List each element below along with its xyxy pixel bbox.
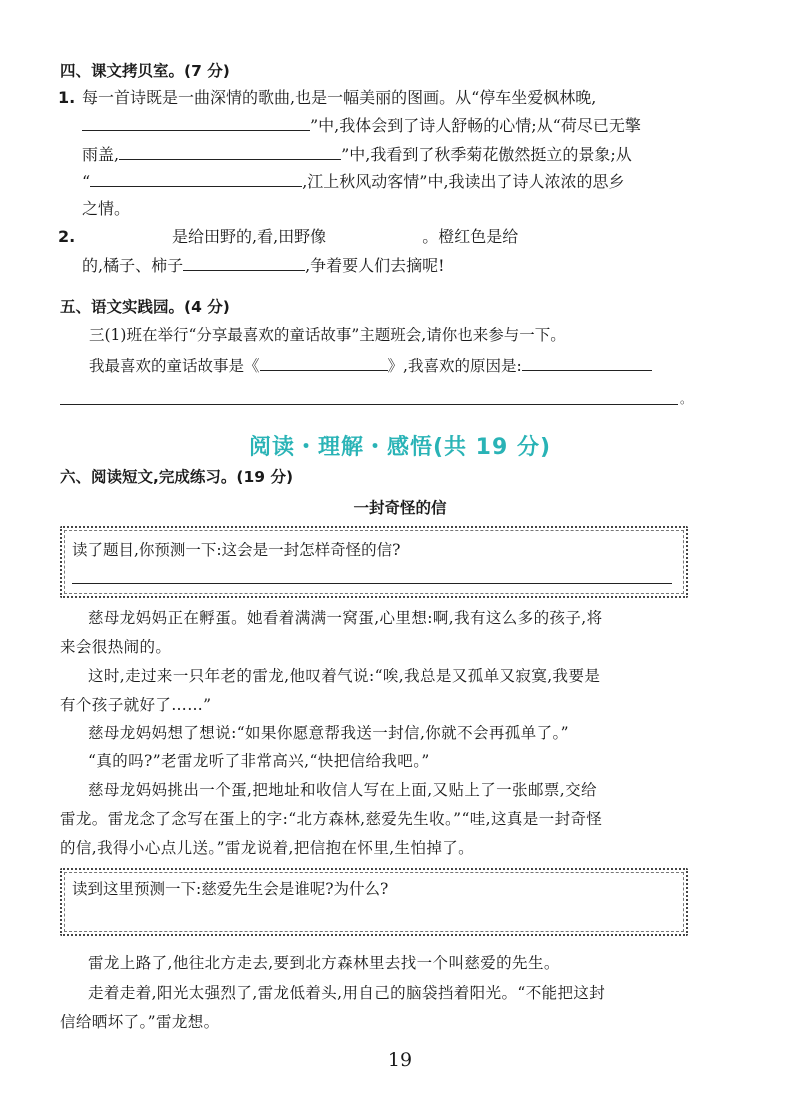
story-p5-line-1: 慈母龙妈妈挑出一个蛋,把地址和收信人写在上面,又贴上了一张邮票,交给: [88, 781, 597, 799]
reading-section-banner: 阅读・理解・感悟(共 19 分): [248, 435, 552, 460]
q2-line-2: [82, 254, 445, 277]
prediction-box-2: [60, 868, 688, 936]
answer-blank-reason[interactable]: [522, 354, 652, 371]
q2-number: 2.: [58, 227, 76, 246]
section-5-intro: 三(1)班在举行“分享最喜欢的童话故事”主题班会,请你也来参与一下。: [89, 326, 566, 344]
q1-line-1: 每一首诗既是一曲深情的歌曲,也是一幅美丽的图画。从“停车坐爱枫林晚,: [82, 88, 597, 107]
q2-line-1: [82, 226, 518, 248]
story-p5-line-2: 雷龙。雷龙念了念写在蛋上的字:“北方森林,慈爱先生收。”“哇,这真是一封奇怪: [60, 810, 603, 828]
answer-blank[interactable]: [119, 143, 341, 160]
story-p3: 慈母龙妈妈想了想说:“如果你愿意帮我送一封信,你就不会再孤单了。”: [88, 724, 569, 742]
q2-line-2-b: ,争着要人们去摘呢!: [305, 256, 445, 275]
q1-number: 1.: [58, 88, 76, 107]
q1-line-4-end: ,江上秋风动客情”中,我读出了诗人浓浓的思乡: [302, 172, 625, 191]
prompt-part-a: 我最喜欢的童话故事是《: [89, 357, 260, 375]
prompt-part-b: 》,我喜欢的原因是:: [387, 357, 522, 375]
section-4-heading: 四、课文拷贝室。(7 分): [60, 62, 230, 80]
q1-line-3-end: ”中,我看到了秋季菊花傲然挺立的景象;从: [341, 145, 632, 164]
answer-blank[interactable]: [90, 170, 302, 187]
story-title: 一封奇怪的信: [353, 499, 447, 517]
section-5-prompt: [89, 354, 652, 377]
prediction-question-2: 读到这里预测一下:慈爱先生会是谁呢?为什么?: [72, 880, 389, 898]
prediction-question-1: 读了题目,你预测一下:这会是一封怎样奇怪的信?: [72, 541, 401, 559]
q1-line-5: 之情。: [82, 199, 131, 218]
q1-line-2-text: ”中,我体会到了诗人舒畅的心情;从“荷尽已无擎: [310, 116, 641, 135]
story-p7-line-2: 信给晒坏了。”雷龙想。: [60, 1013, 220, 1031]
story-p1-line-1: 慈母龙妈妈正在孵蛋。她看着满满一窝蛋,心里想:啊,我有这么多的孩子,将: [88, 609, 603, 627]
answer-blank-story-name[interactable]: [260, 354, 388, 371]
story-p2-line-1: 这时,走过来一只年老的雷龙,他叹着气说:“唉,我总是又孤单又寂寞,我要是: [88, 667, 601, 685]
story-p5-line-3: 的信,我得小心点儿送。”雷龙说着,把信抱在怀里,生怕掉了。: [60, 839, 475, 857]
story-p4: “真的吗?”老雷龙听了非常高兴,“快把信给我吧。”: [88, 752, 430, 770]
answer-blank[interactable]: [82, 114, 310, 131]
answer-blank[interactable]: [183, 254, 305, 271]
q1-line-4: [82, 170, 625, 193]
story-p2-line-2: 有个孩子就好了……”: [60, 696, 212, 714]
story-p6: 雷龙上路了,他往北方走去,要到北方森林里去找一个叫慈爱的先生。: [88, 954, 560, 972]
page-number: 19: [387, 1049, 413, 1071]
q1-line-2: [82, 114, 641, 137]
story-p7-line-1: 走着走着,阳光太强烈了,雷龙低着头,用自己的脑袋挡着阳光。“不能把这封: [88, 984, 606, 1002]
answer-line-reason[interactable]: [60, 404, 678, 405]
section-6-heading: 六、阅读短文,完成练习。(19 分): [60, 468, 294, 486]
section-5-heading: 五、语文实践园。(4 分): [60, 298, 230, 316]
q1-line-3: [82, 143, 632, 166]
prediction-box-1: [60, 526, 688, 598]
q1-line-3-start: 雨盖,: [82, 145, 120, 164]
q1-line-4-start: “: [82, 172, 91, 191]
story-p1-line-2: 来会很热闹的。: [60, 638, 172, 656]
answer-line-prediction-1[interactable]: [72, 583, 672, 584]
q2-line-1-b: 。橙红色是给: [422, 227, 519, 246]
q2-line-1-a: 是给田野的,看,田野像: [172, 227, 327, 246]
end-mark: 。: [680, 392, 693, 406]
q2-line-2-a: 的,橘子、柿子: [82, 256, 184, 275]
